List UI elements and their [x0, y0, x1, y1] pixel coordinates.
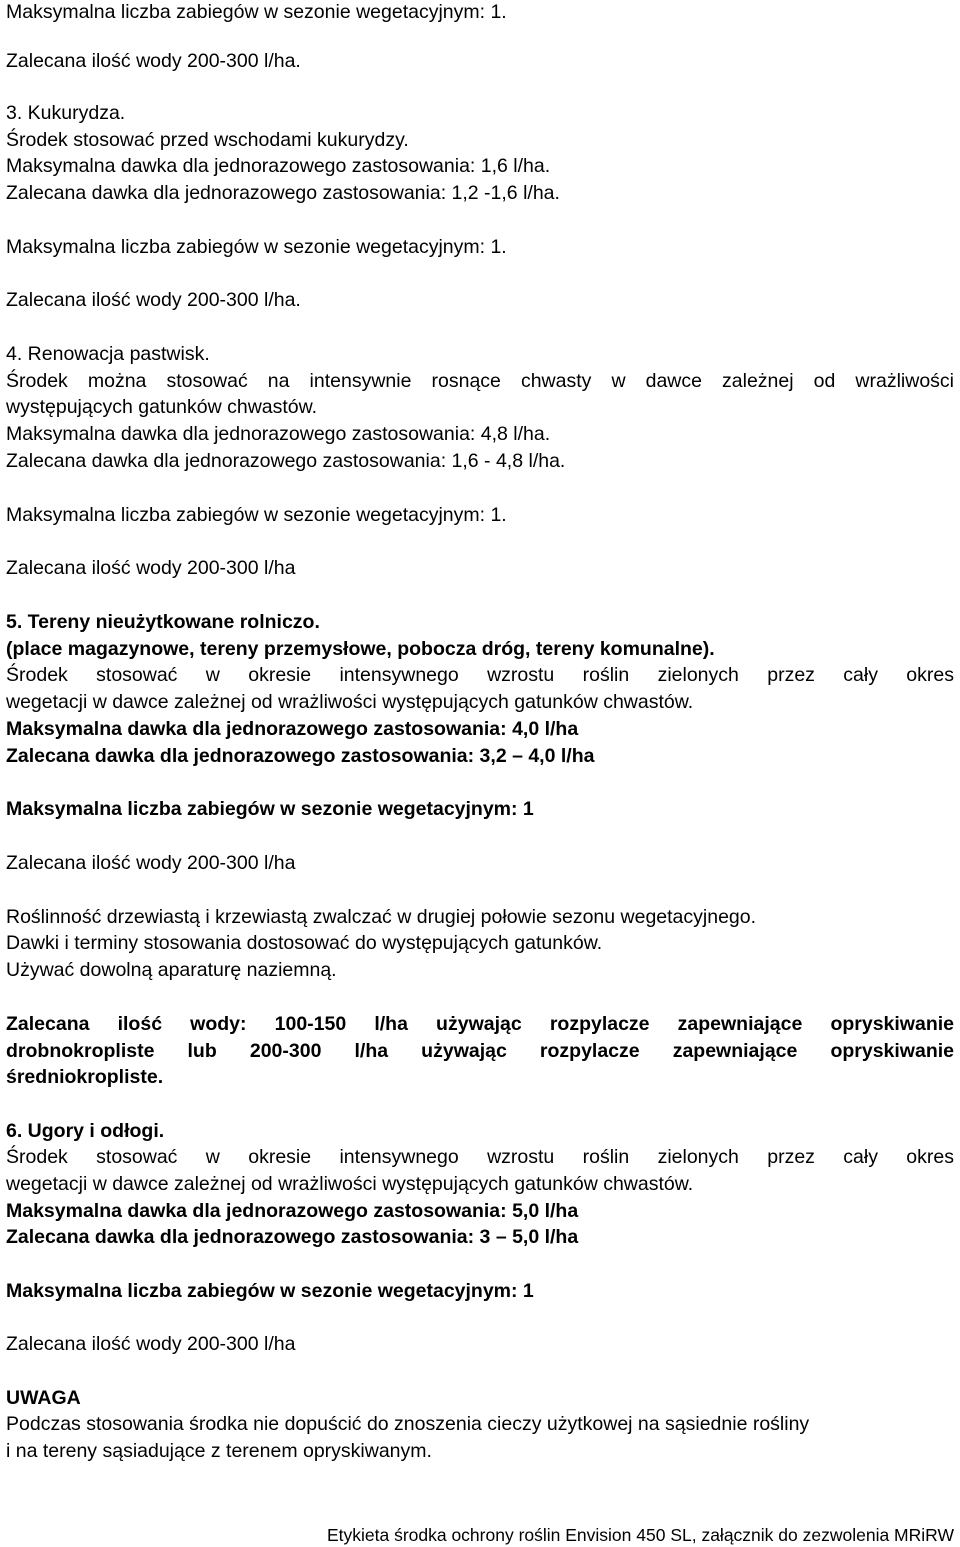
section5-recommended-dose: Zalecana dawka dla jednorazowego zastosowania: 3,2 – 4,0 l/ha: [6, 745, 595, 767]
section5-line2: wegetacji w dawce zależnej od wrażliwości występujących gatunków chwastów.: [6, 691, 694, 713]
section5-max-dose: Maksymalna dawka dla jednorazowego zastosowania: 4,0 l/ha: [6, 718, 579, 740]
section3-recommended-dose: Zalecana dawka dla jednorazowego zastosowania: 1,2 -1,6 l/ha.: [6, 182, 560, 204]
section5-nozzle-line2: drobnokropliste lub 200-300 l/ha używając rozpylacze zapewniające opryskiwanie: [6, 1040, 954, 1062]
section5-line1: Środek stosować w okresie intensywnego wzrostu roślin zielonych przez cały okres: [6, 664, 954, 686]
section4-max-dose: Maksymalna dawka dla jednorazowego zastosowania: 4,8 l/ha.: [6, 423, 551, 445]
section4-water-amount: Zalecana ilość wody 200-300 l/ha: [6, 557, 296, 579]
section6-max-dose: Maksymalna dawka dla jednorazowego zastosowania: 5,0 l/ha: [6, 1200, 579, 1222]
section5-subheading: (place magazynowe, tereny przemysłowe, pobocza dróg, tereny komunalne).: [6, 638, 715, 660]
section5-water-amount: Zalecana ilość wody 200-300 l/ha: [6, 852, 296, 874]
section3-water-amount: Zalecana ilość wody 200-300 l/ha.: [6, 289, 301, 311]
section4-recommended-dose: Zalecana dawka dla jednorazowego zastosowania: 1,6 - 4,8 l/ha.: [6, 450, 566, 472]
section3-max-treatments: Maksymalna liczba zabiegów w sezonie wegetacyjnym: 1.: [6, 236, 507, 258]
intro-water-amount: Zalecana ilość wody 200-300 l/ha.: [6, 50, 301, 72]
section6-line2: wegetacji w dawce zależnej od wrażliwości występujących gatunków chwastów.: [6, 1173, 694, 1195]
section3-line1: Środek stosować przed wschodami kukurydzy.: [6, 129, 409, 151]
warning-line1: Podczas stosowania środka nie dopuścić do znoszenia cieczy użytkowej na sąsiednie rośliny: [6, 1413, 810, 1435]
intro-max-treatments: Maksymalna liczba zabiegów w sezonie wegetacyjnym: 1.: [6, 1, 507, 23]
section5-note1: Roślinność drzewiastą i krzewiastą zwalczać w drugiej połowie sezonu wegetacyjnego.: [6, 906, 757, 928]
section4-line1: Środek można stosować na intensywnie rosnące chwasty w dawce zależnej od wrażliwości: [6, 370, 954, 392]
section5-nozzle-line3: średniokropliste.: [6, 1066, 164, 1088]
section5-note2: Dawki i terminy stosowania dostosować do występujących gatunków.: [6, 932, 603, 954]
page-footer: Etykieta środka ochrony roślin Envision 450 SL, załącznik do zezwolenia MRiRW: [326, 1525, 954, 1545]
section3-max-dose: Maksymalna dawka dla jednorazowego zastosowania: 1,6 l/ha.: [6, 155, 551, 177]
section4-heading: 4. Renowacja pastwisk.: [6, 343, 210, 365]
warning-line2: i na tereny sąsiadujące z terenem opryskiwanym.: [6, 1440, 432, 1462]
section6-recommended-dose: Zalecana dawka dla jednorazowego zastosowania: 3 – 5,0 l/ha: [6, 1226, 579, 1248]
section6-heading: 6. Ugory i odłogi.: [6, 1120, 165, 1142]
section4-max-treatments: Maksymalna liczba zabiegów w sezonie wegetacyjnym: 1.: [6, 504, 507, 526]
section3-heading: 3. Kukurydza.: [6, 102, 126, 124]
section6-line1: Środek stosować w okresie intensywnego wzrostu roślin zielonych przez cały okres: [6, 1146, 954, 1168]
section5-max-treatments: Maksymalna liczba zabiegów w sezonie wegetacyjnym: 1: [6, 798, 534, 820]
warning-heading: UWAGA: [6, 1387, 81, 1409]
section5-note3: Używać dowolną aparaturę naziemną.: [6, 959, 337, 981]
section4-line2: występujących gatunków chwastów.: [6, 396, 318, 418]
section6-max-treatments: Maksymalna liczba zabiegów w sezonie wegetacyjnym: 1: [6, 1280, 534, 1302]
section5-heading: 5. Tereny nieużytkowane rolniczo.: [6, 611, 320, 633]
section6-water-amount: Zalecana ilość wody 200-300 l/ha: [6, 1333, 296, 1355]
section5-nozzle-line1: Zalecana ilość wody: 100-150 l/ha używając rozpylacze zapewniające opryskiwanie: [6, 1013, 954, 1035]
